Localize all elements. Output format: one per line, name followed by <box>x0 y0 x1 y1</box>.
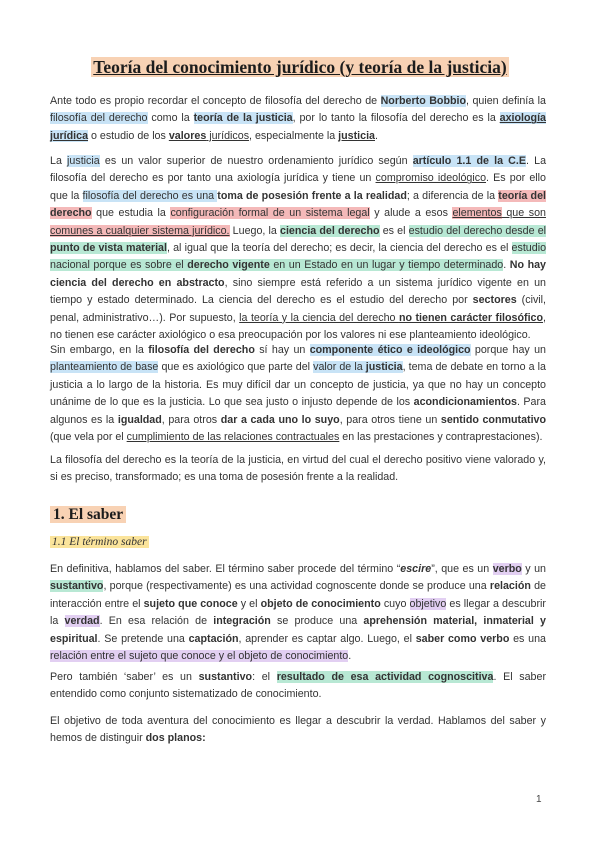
term-compromiso-ideologico: compromiso ideológico <box>375 172 487 185</box>
text-run: es llegar a descubrir la <box>50 597 546 628</box>
paragraph-7 <box>50 713 546 748</box>
text-run: que es axiológico que parte del <box>158 361 314 374</box>
term-objeto-conocimiento: objeto de conocimiento <box>260 597 381 610</box>
text-run: (que vela por el <box>50 431 127 444</box>
text-run: es un valor superior de nuestro ordenamiento jurídico según <box>99 155 413 167</box>
text-run: Luego, la <box>229 224 280 237</box>
text-run: . El saber entendido como conjunto sistematizado de conocimiento. <box>50 671 546 701</box>
paragraph-3 <box>50 342 546 446</box>
term-igualdad: igualdad <box>117 413 162 426</box>
text-run: de interacción entre el <box>50 580 547 610</box>
term-estudio-derecho: estudio del derecho desde el <box>408 224 547 237</box>
term-sectores: sectores <box>472 294 517 307</box>
term-cumplimiento-relaciones: cumplimiento de las relaciones contractuales <box>126 431 340 444</box>
text-run: , aprender es captar algo. Luego, el <box>238 632 416 645</box>
section-title-text: 1. El saber <box>50 506 126 523</box>
text-run: , especialmente la <box>249 129 339 142</box>
term-escire: escire <box>400 563 432 575</box>
text-run: . En esa relación de <box>99 615 214 628</box>
text-run: es el <box>379 224 409 237</box>
term-relacion: relación <box>489 580 531 593</box>
text-run: , para otros <box>161 413 221 426</box>
term-planteamiento-base: planteamiento de base <box>50 361 159 374</box>
text-run: La <box>50 155 68 167</box>
section-title <box>50 504 126 526</box>
subsection-title <box>50 533 149 551</box>
text-run: es una <box>509 632 546 645</box>
term-sujeto-conoce: sujeto que conoce <box>143 597 238 610</box>
text-run: que estudia la <box>91 207 171 220</box>
term-sustantivo: sustantivo <box>50 580 104 593</box>
term-acondicionamientos: acondicionamientos <box>413 396 517 409</box>
text-run: (civil, penal, administrativo…). Por supuesto, <box>50 294 547 324</box>
document-title <box>0 55 600 79</box>
term-elementos: elementos <box>452 207 502 220</box>
term-resultado-actividad: resultado de esa actividad cognoscitiva <box>276 671 494 683</box>
document-title-text: Teoría del conocimiento jurídico (y teoría de la justicia) <box>93 57 507 77</box>
term-filosofia-derecho: filosofía del derecho es una <box>82 189 218 202</box>
term-lugar-tiempo: en un Estado en un lugar y tiempo determinado <box>269 259 504 272</box>
text-run: . <box>375 129 378 142</box>
term-justicia: justicia <box>365 361 403 374</box>
text-run: , tema de debate en torno a la justicia a lo largo de la historia. Es muy difícil dar un concepto de justicia, ya que no hay un concepto unánime de lo que es la justicia. Lo que sea justo o injusto depende de los <box>50 361 547 409</box>
term-configuracion-formal: configuración formal de un sistema legal <box>170 207 370 220</box>
text-run: , quien definía la <box>466 95 546 107</box>
text-run: ; a diferencia de la <box>406 189 499 202</box>
term-teoria-ciencia: la teoría y la ciencia del derecho <box>239 311 399 324</box>
text-run: , no tienen ese carácter axiológico o esa preocupación por los valores ni ese planteamiento ideológico. <box>50 311 546 342</box>
text-run: . <box>503 259 510 272</box>
text-run: El objetivo de toda aventura del conocimiento es llegar a descubrir la verdad. Hablamos del saber y hemos de distinguir <box>50 715 546 745</box>
text-run: . <box>348 650 352 663</box>
term-norberto-bobbio: Norberto Bobbio <box>380 95 467 107</box>
term-justicia: justicia <box>338 129 375 142</box>
term-sentido-conmutativo: sentido conmutativo <box>440 413 547 426</box>
text-run: : el <box>252 671 277 683</box>
text-run: que son <box>501 207 546 220</box>
term-filosofia-derecho: filosofía del derecho <box>50 112 148 125</box>
text-run: Ante todo es propio recordar el concepto de filosofía del derecho de <box>50 95 381 107</box>
text-run: , porque (respectivamente) es una actividad cognoscente donde se produce una <box>103 580 490 593</box>
text-run: ”, que es un <box>431 563 493 575</box>
term-estudio-nacional: estudio nacional porque es sobre el <box>50 242 547 272</box>
term-derecho-vigente: derecho vigente <box>187 259 270 272</box>
text-run: . Se pretende una <box>97 632 189 645</box>
term-teoria-justicia: teoría de la justicia <box>193 112 293 125</box>
term-filosofia-derecho: filosofía del derecho <box>148 344 255 356</box>
paragraph-2 <box>50 153 546 344</box>
term-punto-vista-material: punto de vista material <box>50 242 167 255</box>
term-comunes-sistema: comunes a cualquier sistema jurídico. <box>50 224 230 237</box>
paragraph-4: La filosofía del derecho es la teoría de la justicia, en virtud del cual el derecho positivo viene valorado y, si es preciso, transformado; es una toma de posesión frente a la realidad. <box>50 454 546 484</box>
text-run: se produce una <box>270 615 364 628</box>
text-run: Pero también ‘saber’ es un <box>50 671 199 683</box>
text-run: en las prestaciones y contraprestaciones). <box>339 431 543 444</box>
text-run: . Es por ello que la <box>50 172 546 202</box>
term-sustantivo: sustantivo <box>198 671 253 683</box>
text-run: porque hay un <box>470 344 547 356</box>
text-run: o estudio de los <box>88 129 169 142</box>
text-run: sí hay un <box>254 344 310 356</box>
term-justicia: justicia <box>67 155 100 167</box>
term-verbo: verbo <box>492 563 522 575</box>
term-valor: valor de la <box>313 361 366 374</box>
term-teoria-derecho: teoría del derecho <box>50 189 546 220</box>
term-relacion-sujeto-objeto: relación entre el sujeto que conoce y el objeto de conocimiento <box>50 650 349 663</box>
text-run: , para otros tiene un <box>339 413 441 426</box>
term-aprehension: aprehensión material, inmaterial y espiritual <box>50 615 546 645</box>
term-no-caracter-filosofico: no tienen carácter filosófico <box>398 311 544 324</box>
term-ciencia-derecho: ciencia del derecho <box>280 224 380 237</box>
text-run: , al igual que la teoría del derecho; es decir, la ciencia del derecho es el <box>166 242 512 255</box>
paragraph-5 <box>50 561 546 665</box>
text-run: . Para algunos es la <box>50 396 547 426</box>
term-no-ciencia-abstracto: No hay ciencia del derecho en abstracto <box>50 259 546 289</box>
term-toma-posesion: toma de posesión frente a la realidad <box>217 189 407 202</box>
term-saber-verbo: saber como verbo <box>415 632 510 645</box>
term-articulo-1-1: artículo 1.1 de la C.E <box>412 155 526 167</box>
text-run: como la <box>147 112 194 125</box>
text-run: cuyo <box>380 597 410 610</box>
text-run: y el <box>237 597 261 610</box>
text-run: y un <box>521 563 547 575</box>
paragraph-1 <box>50 93 546 145</box>
term-objetivo: objetivo <box>409 597 447 610</box>
text-run: Sin embargo, en la <box>50 344 149 356</box>
term-verdad: verdad <box>64 615 100 628</box>
text-run: , por lo tanto la filosofía del derecho es la <box>292 112 500 125</box>
subsection-title-text: 1.1 El término saber <box>52 536 147 548</box>
term-juridicos: jurídicos <box>206 129 250 142</box>
term-integracion: integración <box>213 615 271 628</box>
text-run: En definitiva, hablamos del saber. El término saber procede del término “ <box>50 563 401 575</box>
term-dar-cada-uno: dar a cada uno lo suyo <box>220 413 340 426</box>
text-run: . La filosofía del derecho es por tanto una axiología jurídica y tiene un <box>50 155 547 185</box>
term-captacion: captación <box>188 632 239 645</box>
paragraph-6 <box>50 669 546 704</box>
term-axiologia-juridica: axiología jurídica <box>50 112 546 142</box>
term-dos-planos: dos planos: <box>145 732 206 745</box>
text-run: y alude a esos <box>369 207 453 220</box>
term-componente-etico: componente ético e ideológico <box>309 344 471 356</box>
page-number: 1 <box>536 794 542 805</box>
term-valores: valores <box>168 129 207 142</box>
text-run: , sino siempre está referido a un sistema jurídico vigente en un tiempo y estado determinado. La ciencia del derecho es el estudio del derecho por <box>50 276 546 307</box>
